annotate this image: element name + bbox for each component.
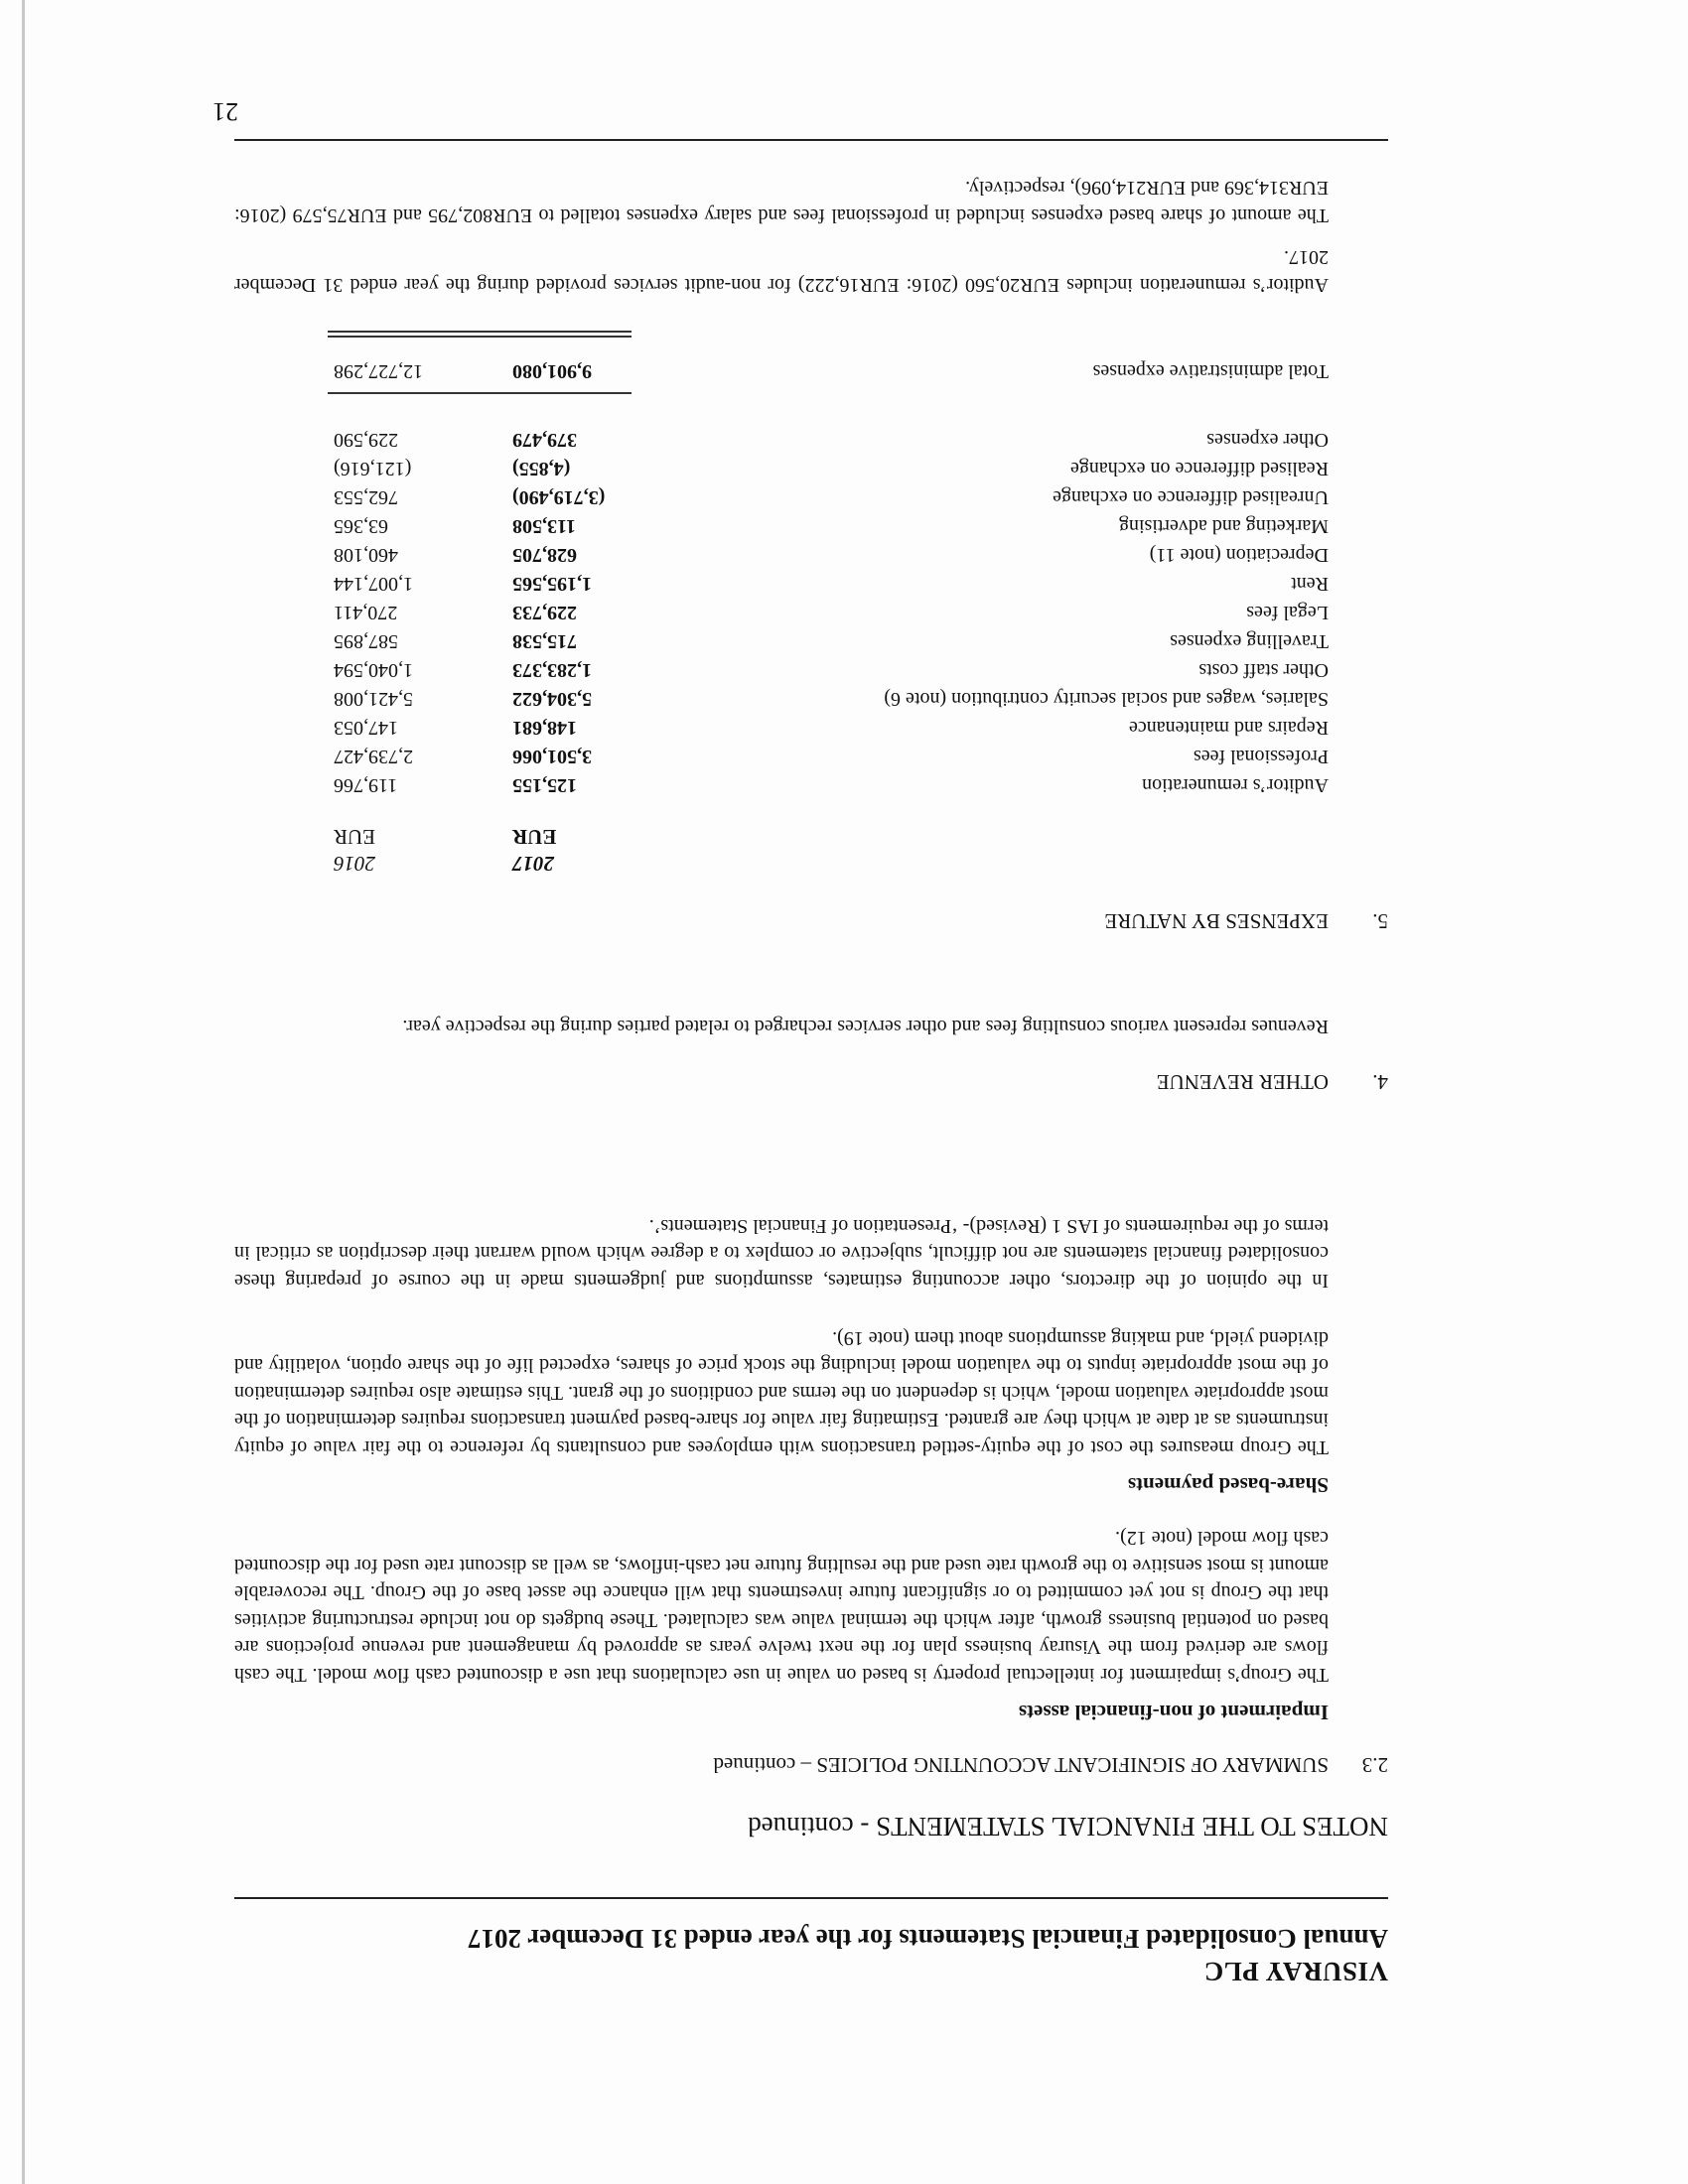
report-title: Annual Consolidated Financial Statements for the year ended 31 December 2017 (468, 1924, 1388, 1954)
value-2016: 119,766 (334, 774, 398, 796)
footer-divider (234, 139, 1388, 141)
notes-title: NOTES TO THE FINANCIAL STATEMENTS - continued (748, 1812, 1388, 1842)
expenses-table (334, 422, 1329, 796)
table-row (334, 451, 1329, 479)
row-label: Unrealised difference on exchange (1053, 486, 1329, 508)
value-2016: 229,590 (334, 429, 398, 451)
value-2017: 628,705 (512, 544, 577, 566)
row-label: Rent (1291, 573, 1329, 595)
row-label: Salaries, wages and social security contribution (note 6) (884, 688, 1329, 710)
table-row (334, 422, 1329, 451)
scan-edge-line (22, 0, 25, 2184)
value-2017: 148,681 (512, 717, 577, 739)
row-label: Professional fees (1193, 746, 1329, 767)
directors-opinion-paragraph: In the opinion of the directors, other accounting estimates, assumptions and judgements made in the course of preparing these consolidated financial statements are not difficult, subjective or complex to a degree which would warrant their description as critical in terms of the requirements of IAS 1 (Revised)- ‘Presentation of Financial Statements’. (234, 1215, 1329, 1292)
other-revenue-paragraph: Revenues represent various consulting fees and other services recharged to related parties during the respective year. (402, 1016, 1329, 1037)
currency-2016: EUR (334, 825, 375, 849)
value-2017: 1,195,565 (512, 573, 592, 595)
column-year-2016: 2016 (334, 852, 375, 876)
table-row (334, 479, 1329, 508)
value-2016: 460,108 (334, 544, 398, 566)
value-2016: 147,053 (334, 717, 398, 739)
section-number-2-3: 2.3 (1361, 1753, 1388, 1777)
row-label: Depreciation (note 11) (1149, 544, 1329, 566)
total-double-rule-top (328, 336, 632, 338)
row-label: Other staff costs (1198, 659, 1329, 681)
value-2016: 5,421,008 (334, 688, 413, 710)
value-2016: 1,040,594 (334, 659, 413, 681)
section-number-5: 5. (1372, 909, 1388, 933)
subtotal-rule (328, 392, 632, 394)
impairment-heading: Impairment of non-financial assets (1018, 1701, 1329, 1724)
row-label: Marketing and advertising (1118, 515, 1329, 537)
section-title-other-revenue: OTHER REVENUE (1156, 1070, 1329, 1094)
value-2016: (121,616) (334, 458, 412, 479)
value-2017: 113,508 (512, 515, 576, 537)
table-row (334, 537, 1329, 566)
total-2017: 9,901,080 (512, 360, 592, 382)
section-title-accounting-policies: SUMMARY OF SIGNIFICANT ACCOUNTING POLICIES – continued (713, 1753, 1329, 1777)
row-label: Realised difference on exchange (1069, 458, 1329, 479)
table-row (334, 566, 1329, 595)
value-2017: 5,304,622 (512, 688, 592, 710)
row-label: Legal fees (1246, 602, 1329, 623)
value-2016: 762,553 (334, 486, 398, 508)
section-number-4: 4. (1372, 1070, 1388, 1094)
table-row (334, 710, 1329, 739)
table-row (334, 681, 1329, 710)
value-2017: 125,155 (512, 774, 577, 796)
value-2017: 229,733 (512, 602, 577, 623)
table-row (334, 652, 1329, 681)
table-row (334, 739, 1329, 767)
share-based-paragraph: The Group measures the cost of the equity-settled transactions with employees and consultants by reference to the fair value of equity instruments as at date at which they are granted. Estimating fair value for share-based payment transactions requires determination of the most appropriate valuation model, which is dependent on the terms and conditions of the grant. This estimate also requires determination of the most appropriate inputs to the valuation model including the stock price of shares, expected life of the share option, volatility and dividend yield, and making assumptions about them (note 19). (234, 1327, 1329, 1458)
value-2017: 3,501,066 (512, 746, 592, 767)
value-2017: 379,479 (512, 429, 577, 451)
table-row (334, 623, 1329, 652)
total-row (334, 352, 1329, 382)
table-row (334, 595, 1329, 623)
header-divider (234, 1897, 1388, 1899)
row-label: Travelling expenses (1170, 630, 1329, 652)
value-2017: 1,283,373 (512, 659, 592, 681)
value-2016: 1,007,144 (334, 573, 413, 595)
share-based-heading: Share-based payments (1127, 1473, 1329, 1497)
company-name: VISURAY PLC (1203, 1957, 1388, 1986)
total-label: Total administrative expenses (1092, 360, 1329, 382)
total-double-rule-bottom (328, 331, 632, 333)
value-2016: 270,411 (334, 602, 398, 623)
row-label: Repairs and maintenance (1128, 717, 1329, 739)
row-label: Auditor’s remuneration (1142, 774, 1329, 796)
value-2016: 587,895 (334, 630, 398, 652)
table-row (334, 767, 1329, 796)
auditor-remuneration-note: Auditor’s remuneration includes EUR20,560 (2016: EUR16,222) for non-audit services provided during the year ended 31 December 2017. (234, 246, 1329, 296)
share-based-expenses-note: The amount of share based expenses included in professional fees and salary expenses totalled to EUR802,795 and EUR75,579 (2016: EUR314,369 and EUR214,096), respectively. (234, 177, 1329, 226)
column-year-2017: 2017 (512, 852, 554, 876)
value-2017: 715,538 (512, 630, 577, 652)
row-label: Other expenses (1206, 429, 1329, 451)
page-number: 21 (212, 97, 238, 126)
table-row (334, 508, 1329, 537)
value-2017: (4,855) (512, 458, 571, 479)
section-title-expenses: EXPENSES BY NATURE (1104, 909, 1329, 933)
currency-2017: EUR (512, 825, 557, 849)
total-2016: 12,727,298 (334, 360, 423, 382)
value-2016: 2,739,427 (334, 746, 413, 767)
impairment-paragraph: The Group’s impairment for intellectual property is based on value in use calculations that use a discounted cash flow model. The cash flows are derived from the Visuray business plan for the next twelve years as approved by management and revenue projections are based on potential business growth, after which the terminal value was calculated. These budgets do not include restructuring activities that the Group is not yet committed to or significant future investments that will enhance the asset base of the Group. The recoverable amount is most sensitive to the growth rate used and the resulting future net cash-inflows, as well as discount rate used for the discounted cash flow model (note 12). (234, 1527, 1329, 1686)
value-2017: (3,719,490) (512, 486, 606, 508)
value-2016: 63,365 (334, 515, 388, 537)
